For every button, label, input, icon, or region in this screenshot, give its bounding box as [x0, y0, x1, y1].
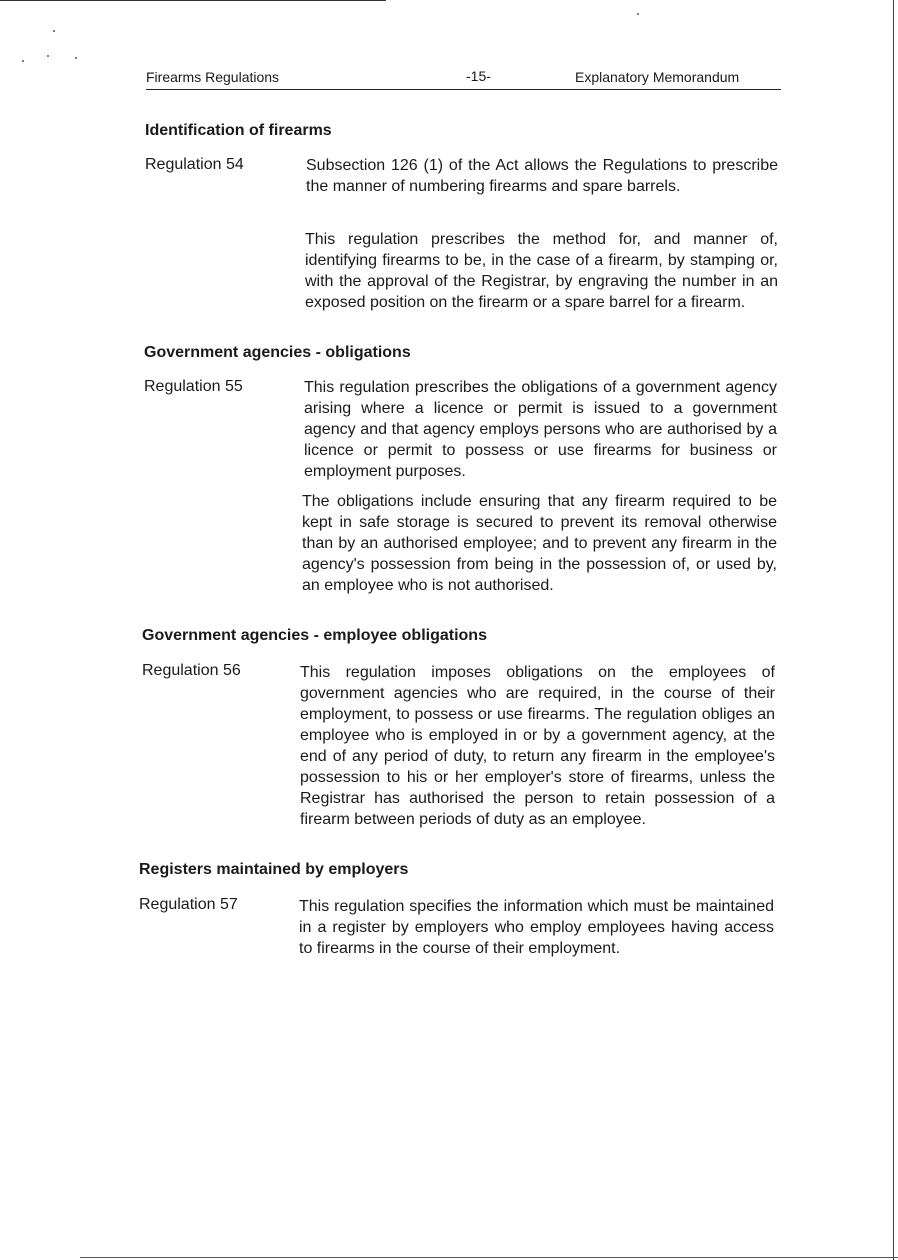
scan-speck	[637, 13, 639, 15]
scan-edge-right	[893, 0, 894, 1260]
scan-speck	[47, 55, 49, 57]
paragraph: This regulation prescribes the method for, and manner of, identifying firearms to be, in the case of a firearm, by stamping or, with the approval of the Registrar, by engraving the number in an exposed position on the firearm or a spare barrel for a firearm.	[305, 231, 778, 311]
regulation-label: Regulation 56	[142, 662, 241, 679]
regulation-label: Regulation 55	[144, 378, 243, 395]
scan-speck	[53, 30, 55, 32]
section-heading: Registers maintained by employers	[139, 861, 409, 878]
scan-speck	[22, 60, 24, 62]
section-heading: Government agencies - employee obligations	[142, 627, 487, 644]
scan-speck	[75, 57, 77, 59]
paragraph: The obligations include ensuring that any firearm required to be kept in safe storage is secured to prevent its removal otherwise than by an authorised employee; and to prevent any firearm in the agency's possession from being in the possession of, or used by, an employee who is not authorised.	[302, 493, 777, 594]
paragraph: This regulation imposes obligations on the employees of government agencies who are required, in the course of their employment, to possess or use firearms. The regulation obliges an employee who is employed in or by a government agency, at the end of any period of duty, to return any firearm in the employee's possession to his or her employer's store of firearms, unless the Registrar has authorised the person to retain possession of a firearm between periods of duty as an employee.	[300, 664, 775, 828]
section-heading: Identification of firearms	[145, 122, 332, 139]
regulation-label: Regulation 54	[145, 156, 244, 173]
paragraph: Subsection 126 (1) of the Act allows the Regulations to prescribe the manner of numbering firearms and spare barrels.	[306, 157, 778, 195]
header-section-title: Explanatory Memorandum	[575, 69, 740, 85]
page-number: -15-	[466, 68, 491, 84]
regulation-label: Regulation 57	[139, 896, 238, 913]
paragraph: This regulation specifies the information which must be maintained in a register by employers who employ employees having access to firearms in the course of their employment.	[299, 898, 774, 957]
header-document-title: Firearms Regulations	[146, 69, 280, 85]
scan-edge-top	[0, 0, 386, 1]
paragraph: This regulation prescribes the obligations of a government agency arising where a licence or permit is issued to a government agency and that agency employs persons who are authorised by a licence or permit to possess or use firearms for business or employment purposes.	[304, 379, 777, 480]
scan-edge-bottom	[80, 1257, 898, 1258]
section-heading: Government agencies - obligations	[144, 344, 411, 361]
page-header	[146, 69, 781, 90]
